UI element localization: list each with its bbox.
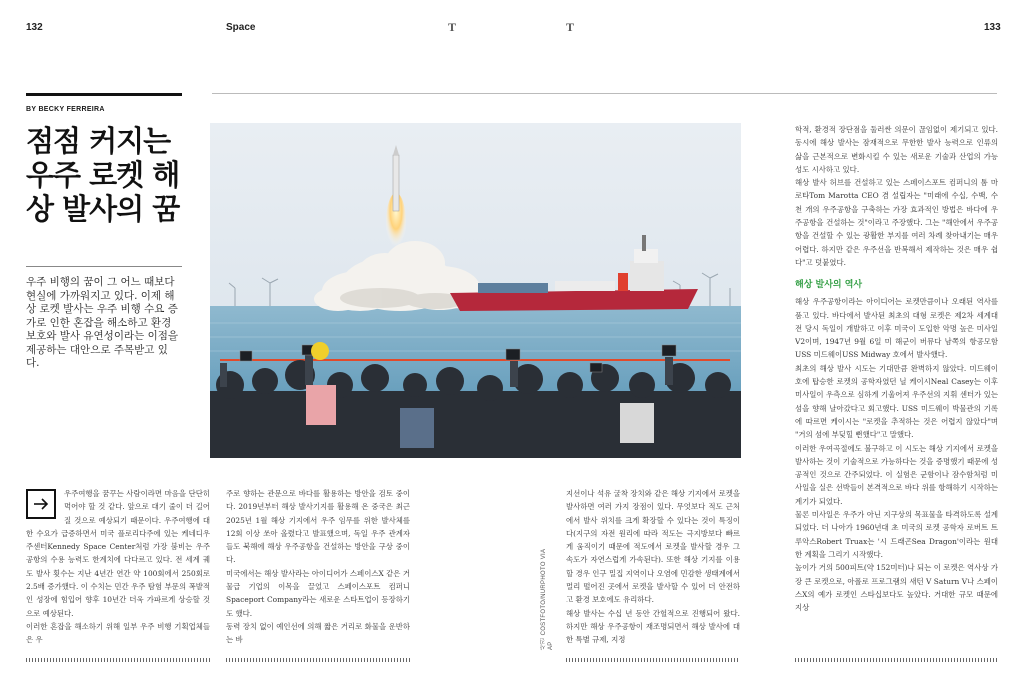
byline: BY BECKY FERREIRA (26, 106, 105, 113)
footer-dots-4 (795, 658, 998, 662)
header-logo-right: T (566, 20, 575, 34)
col4-para-6: 물론 미사일은 우주가 아닌 지구상의 목표물을 타격하도록 설계되었다. 더 나아가 1960년대 초 미국의 로켓 공학자 로버트 트루악스Robert Truax는 '시 드래곤Sea Dragon'이라는 원대한 계획을 그리기 시작했다. (795, 510, 998, 559)
col2-para-2: 미국에서는 해상 발사라는 아이디어가 스페이스X 같은 거물급 기업의 이목을 끌었고 스페이스포트 컴퍼니Spaceport Company라는 새로운 스타트업이 등장하기도 했다. (226, 568, 410, 618)
footer-dots-2 (226, 658, 410, 662)
body-column-4 (795, 123, 998, 647)
body-column-3 (566, 487, 740, 647)
top-rule (212, 93, 997, 94)
footer-dots-1 (26, 658, 210, 662)
page-number-right: 133 (984, 22, 1001, 33)
col4-para-7: 높이가 거의 500피트(약 152미터)나 되는 이 로켓은 역사상 가장 큰 로켓으로, 아폴로 프로그램의 새턴 V Saturn V나 스페이스X의 예가 로켓인 스타십보다도 높았다. 거대한 규모 때문에 지상 (795, 563, 998, 613)
page-number-left: 132 (26, 22, 43, 33)
footer-dots-3 (566, 658, 740, 662)
launch-photo (210, 123, 741, 458)
article-title: 점점 커지는 우주 로켓 해상 발사의 꿈 (26, 124, 180, 226)
section-subhead: 해상 발사의 역사 (795, 280, 863, 291)
col1-para-2: 이러한 혼잡을 해소하기 위해 일부 우주 비행 기획업체들은 우 (26, 621, 210, 645)
photo-credit: 사진 COSTFOTO/NURPHOTO VIA AP (541, 549, 554, 650)
section-label: Space (226, 22, 256, 33)
col4-para-3: 해상 우주공항이라는 아이디어는 로켓만큼이나 오래된 역사를 품고 있다. 바다에서 발사된 최초의 대형 로켓은 제2차 세계대전 당시 독일이 개발하고 이후 미국이 도입한 악명 높은 미사일 V2이며, 1947년 9월 6일 미 해군이 버뮤다 남쪽의 항공모함 USS 미드웨이USS Midway 호에서 발사했다. (795, 297, 998, 360)
col3-para-2: 해상 발사는 수십 년 동안 간헐적으로 진행되어 왔다. 하지만 해상 우주공항이 재조명되면서 해상 발사에 대한 특별 규제, 지정 (566, 608, 740, 645)
lead-rule (26, 266, 182, 267)
col4-para-5: 이러한 우여곡절에도 불구하고 이 시도는 해상 기지에서 로켓을 발사하는 것이 기술적으로 가능하다는 것을 증명했기 때문에 성공적인 것으로 간주되었다. 이 실험은 군함이나 잠수함처럼 미사일을 실은 선박들이 본격적으로 바다 위를 항해하기 시작하는 계기가 되었다. (795, 443, 998, 506)
col2-para-3: 동력 장치 없이 예인선에 의해 짧은 거리로 화물을 운반하는 바 (226, 621, 410, 645)
body-column-1 (26, 487, 210, 647)
lead-text: 우주 비행의 꿈이 그 어느 때보다 현실에 가까워지고 있다. 이제 해상 로켓 발사는 우주 비행 수요 증가로 인한 혼잡을 해소하고 환경 보호와 발사 유연성이라는 이점을 제공하는 대안으로 주목받고 있다. (26, 276, 179, 369)
col4-para-1: 학적, 환경적 장단점을 둘러싼 의문이 끊임없이 제기되고 있다. 동시에 해상 발사는 잠재적으로 무한한 발사 능력으로 인류의 삶을 근본적으로 변화시킬 수 있는 새로운 기술과 산업의 가능성도 시사하고 있다. (795, 125, 998, 174)
col4-para-4: 최초의 해상 발사 시도는 기대만큼 완벽하지 않았다. 미드웨이호에 탑승한 로켓의 공학자였던 닐 케이시Neal Casey는 이후 미사일이 우측으로 심하게 기울어져 우주선의 지휘 센터가 있는 섬을 향해 날아갔다고 회고했다. USS 미드웨이 박물관의 기록에 따르면 케이시는 "로켓을 추적하는 것은 어렵지 않았다"며 "거의 섬에 부딪힐 뻔했다"고 말했다. (795, 363, 998, 440)
col3-para-1: 지선이나 석유 굴착 장치와 같은 해상 기지에서 로켓을 발사하면 여러 가지 장점이 있다. 무엇보다 적도 근처에서 발사 위치를 크게 확장할 수 있다는 것이 특징이다(지구의 자전 원리에 따라 적도는 극지방보다 빠르게 움직이기 때문에 적도에서 로켓을 발사할 경우 그 속도가 자연스럽게 가속된다). 또한 해상 기지를 이용할 경우 인구 밀집 지역이나 오염에 민감한 생태계에서 멀리 떨어진 곳에서 로켓을 발사할 수 있어 더 안전하고 환경 보호에도 유리하다. (566, 489, 740, 605)
title-rule (26, 93, 182, 96)
col4-para-2: 해상 발사 허브를 건설하고 있는 스페이스포트 컴퍼니의 톰 마로타Tom Marotta CEO 겸 설립자는 "미래에 수십, 수백, 수천 개의 우주공항을 구축하는 가장 효과적인 방법은 바다에 우주공항을 건설하는 것"이라고 주장했다. 그는 "해안에서 우주공항을 건설할 수 있는 광활한 부지를 여러 차례 찾아내기는 매우 어렵다. 하지만 같은 우주선을 반복해서 제작하는 것은 매우 쉽다"고 덧붙였다. (795, 178, 998, 267)
header-logo-left: T (448, 20, 457, 34)
body-column-2 (226, 487, 410, 647)
col2-para-1: 주로 향하는 관문으로 바다를 활용하는 방안을 검토 중이다. 2019년부터 해상 발사기지를 활용해 온 중국은 최근 2025년 1월 해상 기지에서 우주 임무를 위한 발사체를 12회 이상 쏘아 올렸다고 발표했으며, 독일 우주 관계자들도 북해에 해상 우주공항을 건설하는 방안을 구상 중이다. (226, 489, 410, 565)
col1-para-1: 우주여행을 꿈꾸는 사람이라면 마음을 단단히 먹어야 할 것 같다. 앞으로 대기 줄이 더 길어질 것으로 예상되기 때문이다. 우주여행에 대한 수요가 급증하면서 미국 플로리다주에 있는 케네디우주센터Kennedy Space Center처럼 가장 붐비는 우주공항의 수용 능력도 한계치에 다다르고 있다. 전 세계 궤도 발사 횟수는 지난 4년간 연간 약 100회에서 250회로 2.5배 증가했다. 이 수치는 민간 우주 탐험 부문의 폭발적인 성장에 힘입어 향후 10년간 더욱 가파르게 상승할 것으로 예상된다. (26, 489, 210, 618)
arrow-right-icon (26, 489, 56, 519)
